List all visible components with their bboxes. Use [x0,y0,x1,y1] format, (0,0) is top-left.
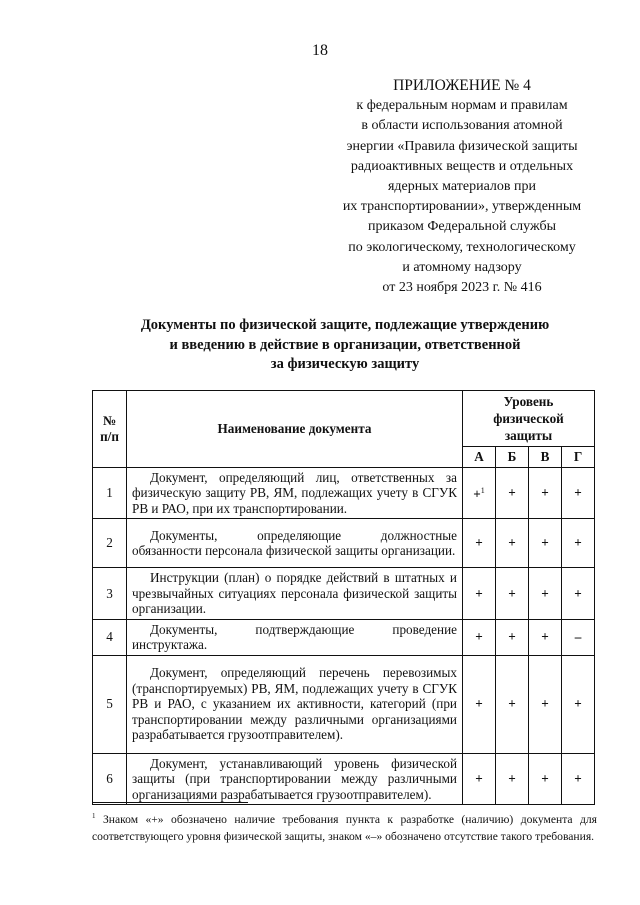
header-level: Уровень физической защиты [463,391,595,447]
level-g-value: + [562,655,595,753]
level-g-value: + [562,753,595,805]
row-number: 2 [93,519,127,568]
document-name-text: Инструкции (план) о порядке действий в штатных и чрезвычайных ситуациях персонала физической защиты организации. [132,570,457,616]
document-name [127,568,463,620]
header-number: № п/п [93,391,127,468]
header-level-a: А [463,447,496,468]
level-a-cell [463,619,496,655]
level-v-value: + [529,519,562,568]
document-name [127,655,463,753]
level-g-value: + [562,467,595,519]
level-b-value: + [496,568,529,620]
document-name-text: Документы, подтверждающие проведение инструктажа. [132,621,457,652]
appendix-line: энергии «Правила физической защиты [346,138,578,154]
document-name-text: Документ, устанавливающий уровень физической защиты (при транспортировании между различными организациями разрабатывается грузоотправителем). [132,755,457,802]
document-name-text: Документ, определяющий перечень перевозимых (транспортируемых) РВ, ЯМ, подлежащих учету в СГУК РВ и РАО, с указанием их активности, категорий (при транспортировании между различными организациями разрабатывается грузоотправителем). [132,665,457,743]
header-name: Наименование документа [127,391,463,468]
table-row [93,655,595,753]
footnote-marker: 1 [92,812,96,820]
row-number: 4 [93,619,127,655]
appendix-line: по экологическому, технологическому [348,239,576,255]
level-a-value: + [475,535,483,551]
level-a-value: + [473,486,481,502]
table-row [93,753,595,805]
document-name [127,619,463,655]
row-number: 5 [93,655,127,753]
title-line: за физическую защиту [270,356,420,372]
appendix-line: от 23 ноября 2023 г. № 416 [382,280,542,296]
title-line: Документы по физической защите, подлежащие утверждению [140,317,550,333]
table-row [93,568,595,620]
level-v-value: + [529,568,562,620]
row-number: 6 [93,753,127,805]
documents-table [92,390,595,805]
title-line: и введению в действие в организации, ответственной [169,336,521,353]
footnote [92,808,597,846]
header-level-g: Г [562,447,595,468]
table-row [93,519,595,568]
document-name [127,467,463,519]
header-level-b: Б [496,447,529,468]
table-row [93,467,595,519]
level-a-value: + [475,696,483,712]
level-a-value: + [475,771,483,786]
row-number: 1 [93,467,127,519]
row-number: 3 [93,568,127,620]
level-g-value: + [562,568,595,620]
level-a-value: + [475,585,483,601]
document-title [110,316,580,375]
document-name [127,519,463,568]
level-a-value: + [475,629,483,645]
level-v-value: + [529,753,562,805]
level-a-cell [463,655,496,753]
appendix-line: в области использования атомной [361,118,563,134]
document-name [127,753,463,805]
footnote-ref: 1 [480,486,485,496]
appendix-line: к федеральным нормам и правилам [356,98,568,114]
level-a-cell [463,568,496,620]
level-b-value: + [496,519,529,568]
level-a-cell [463,467,496,519]
level-a-cell [463,519,496,568]
header-level-v: В [529,447,562,468]
appendix-line: ядерных материалов при [387,179,537,195]
level-b-value: + [496,655,529,753]
level-v-value: + [529,467,562,519]
header-row [93,391,595,447]
appendix-line: приказом Федеральной службы [368,219,556,235]
level-g-value: + [562,519,595,568]
level-b-value: + [496,619,529,655]
level-v-value: + [529,619,562,655]
document-name-text: Документы, определяющие должностные обязанности персонала физической защиты организации. [132,527,457,558]
page-number: 18 [312,42,328,59]
level-g-value: – [562,619,595,655]
appendix-line: и атомному надзору [402,259,522,275]
appendix-line: радиоактивных веществ и отдельных [350,158,574,174]
level-a-cell [463,753,496,805]
level-b-value: + [496,467,529,519]
level-b-value: + [496,753,529,805]
table-row [93,619,595,655]
footnote-divider [92,802,248,803]
footnote-text: Знаком «+» обозначено наличие требования пункта к разработке (наличию) документа для соответствующего уровня физической защиты, знаком «–» обозначено отсутствие такого требования. [92,812,598,844]
appendix-heading: ПРИЛОЖЕНИЕ № 4 [393,77,531,94]
appendix-header [318,76,606,298]
appendix-line: их транспортировании», утвержденным [342,199,582,215]
level-v-value: + [529,655,562,753]
document-name-text: Документ, определяющий лиц, ответственных за физическую защиту РВ, ЯМ, подлежащих учету в СГУК РВ и РАО, при их транспортировании. [132,469,457,516]
